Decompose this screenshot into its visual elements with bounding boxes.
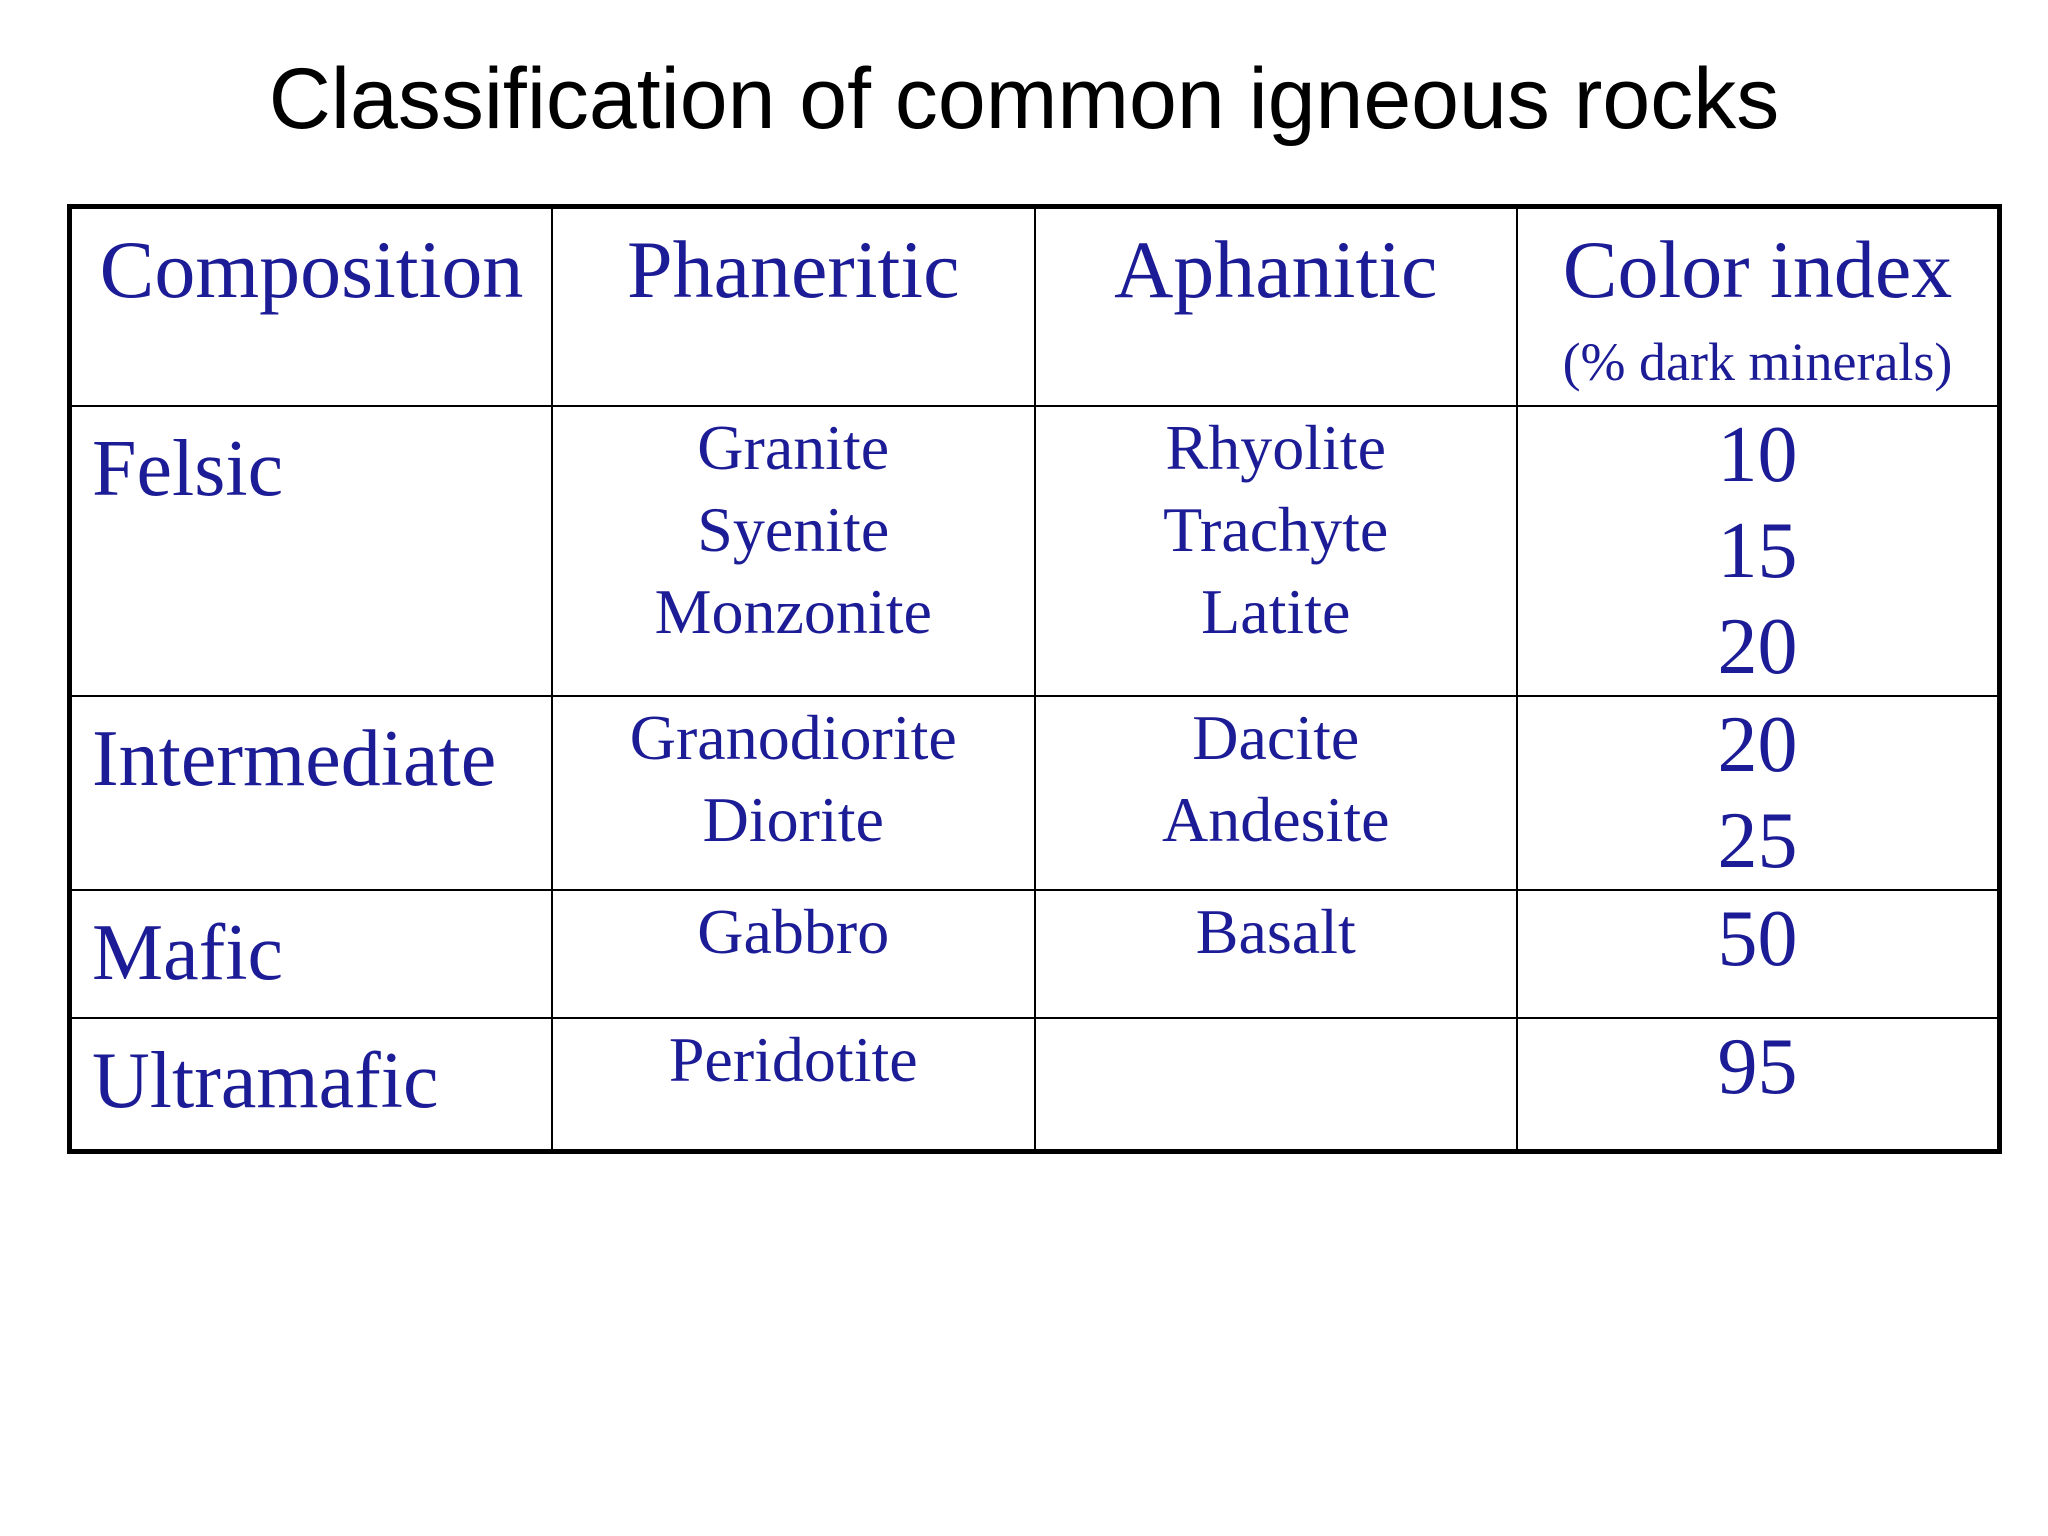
color-index-value: 20	[1717, 603, 1798, 691]
color-index-value: 15	[1717, 507, 1798, 595]
rock-name: Andesite	[1162, 784, 1390, 855]
igneous-rock-classification-table	[67, 204, 2002, 1154]
rock-name: Gabbro	[697, 896, 890, 967]
phaneritic-cell	[552, 406, 1035, 696]
composition-label: Felsic	[92, 425, 284, 513]
phaneritic-cell	[552, 696, 1035, 890]
header-composition: Composition	[99, 224, 524, 315]
color-index-value: 10	[1717, 411, 1798, 499]
color-index-cell	[1517, 406, 2000, 696]
rock-name: Monzonite	[654, 576, 932, 647]
rock-name: Trachyte	[1163, 494, 1389, 565]
header-phaneritic: Phaneritic	[627, 224, 960, 315]
composition-cell	[70, 1018, 553, 1152]
color-index-value: 50	[1717, 895, 1798, 983]
phaneritic-cell	[552, 1018, 1035, 1152]
aphanitic-cell	[1035, 1018, 1518, 1152]
color-index-cell	[1517, 1018, 2000, 1152]
table-header-row	[70, 207, 2000, 407]
composition-label: Ultramafic	[92, 1037, 439, 1125]
page-title: Classification of common igneous rocks	[268, 51, 1780, 147]
aphanitic-cell	[1035, 406, 1518, 696]
aphanitic-cell	[1035, 696, 1518, 890]
color-index-cell	[1517, 696, 2000, 890]
rock-name: Latite	[1201, 576, 1351, 647]
header-cell-phaneritic	[552, 207, 1035, 407]
table-row	[70, 1018, 2000, 1152]
composition-cell	[70, 406, 553, 696]
header-cell-aphanitic	[1035, 207, 1518, 407]
phaneritic-cell	[552, 890, 1035, 1018]
composition-label: Intermediate	[92, 715, 497, 803]
header-cell-color-index	[1517, 207, 2000, 407]
rock-name: Syenite	[697, 494, 890, 565]
header-cell-composition	[70, 207, 553, 407]
table-row	[70, 890, 2000, 1018]
composition-cell	[70, 890, 553, 1018]
color-index-value: 25	[1717, 797, 1798, 885]
color-index-value: 20	[1717, 701, 1798, 789]
header-aphanitic: Aphanitic	[1114, 224, 1438, 315]
rock-name: Basalt	[1195, 896, 1356, 967]
header-color-index-subtitle: (% dark minerals)	[1562, 332, 1953, 392]
composition-cell	[70, 696, 553, 890]
color-index-value: 95	[1717, 1023, 1798, 1111]
rock-name: Rhyolite	[1165, 412, 1386, 483]
table-row	[70, 696, 2000, 890]
rock-name: Granite	[697, 412, 890, 483]
rock-name: Diorite	[702, 784, 884, 855]
aphanitic-cell	[1035, 890, 1518, 1018]
header-color-index: Color index	[1562, 224, 1953, 315]
rock-name: Dacite	[1192, 702, 1360, 773]
composition-label: Mafic	[92, 909, 284, 997]
rock-name: Peridotite	[668, 1024, 918, 1095]
table-row	[70, 406, 2000, 696]
color-index-cell	[1517, 890, 2000, 1018]
rock-name: Granodiorite	[629, 702, 957, 773]
